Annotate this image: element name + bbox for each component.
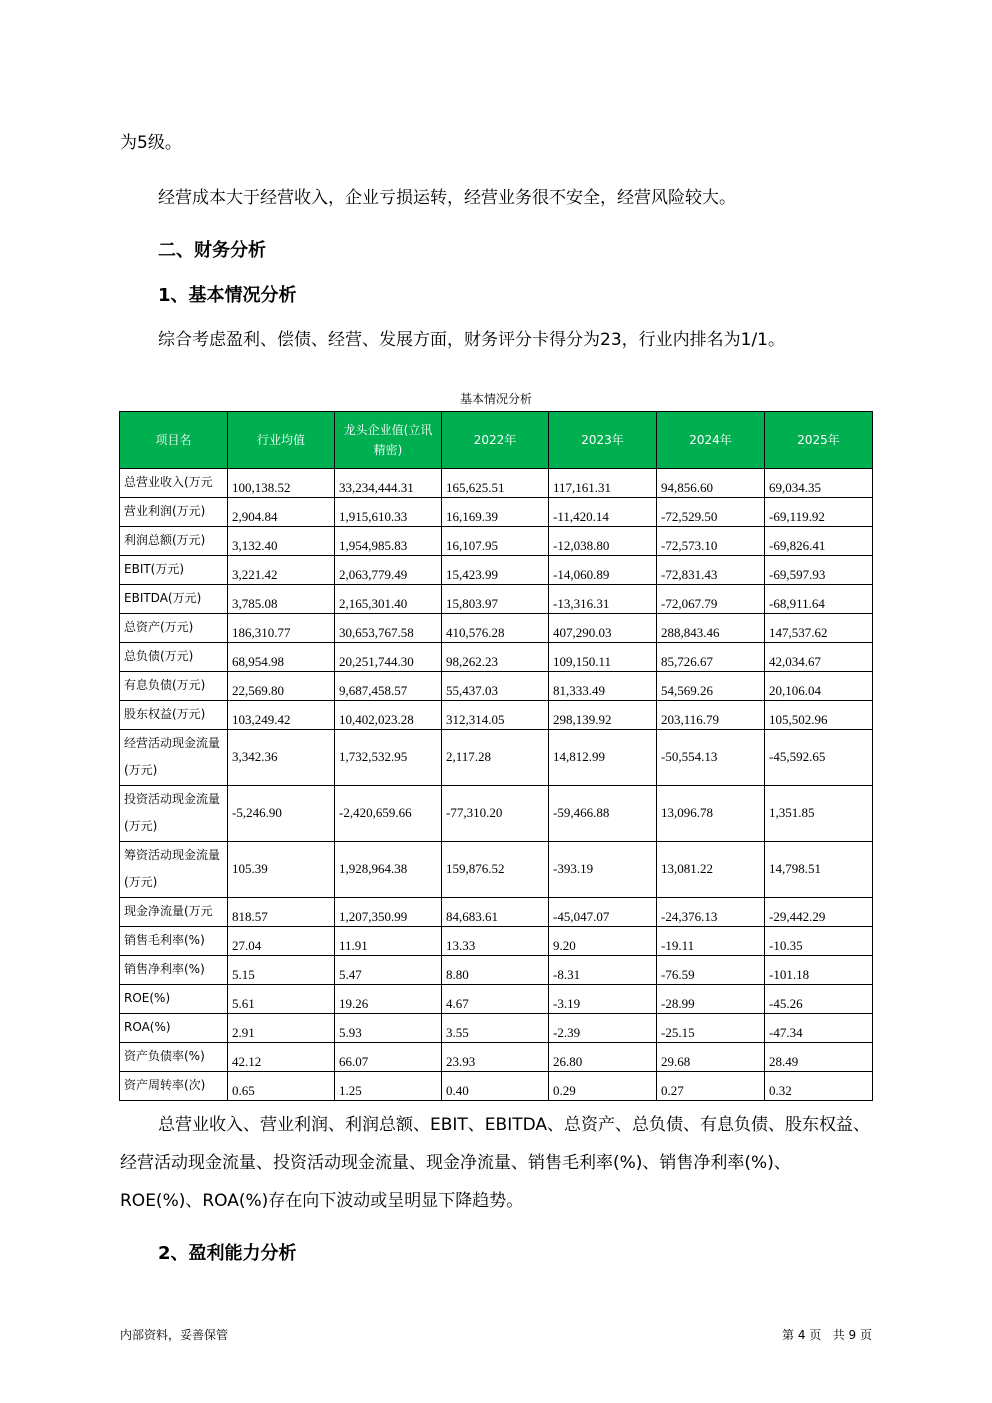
table-cell: -45,592.65: [765, 730, 873, 786]
table-cell: 9,687,458.57: [335, 672, 442, 701]
table-cell: 2,063,779.49: [335, 556, 442, 585]
table-cell: -29,442.29: [765, 898, 873, 927]
table-cell: 26.80: [549, 1043, 657, 1072]
table-cell: -5,246.90: [228, 786, 335, 842]
table-row: [120, 730, 873, 786]
table-row: [120, 1043, 873, 1072]
table-cell: -72,831.43: [657, 556, 765, 585]
trend-analysis-paragraph: 总营业收入、营业利润、利润总额、EBIT、EBITDA、总资产、总负债、有息负债、股东权益、经营活动现金流量、投资活动现金流量、现金净流量、销售毛利率(%)、销售净利率(%)、ROE(%)、ROA(%)存在向下波动或呈明显下降趋势。: [120, 1115, 871, 1211]
table-cell: -68,911.64: [765, 585, 873, 614]
column-header: 项目名: [120, 412, 228, 469]
row-label: EBIT(万元): [120, 556, 228, 585]
table-row: [120, 898, 873, 927]
table-cell: 103,249.42: [228, 701, 335, 730]
table-cell: 15,803.97: [442, 585, 549, 614]
table-cell: 1,732,532.95: [335, 730, 442, 786]
table-cell: 5.47: [335, 956, 442, 985]
table-row: [120, 672, 873, 701]
column-header: 行业均值: [228, 412, 335, 469]
table-cell: 68,954.98: [228, 643, 335, 672]
table-row: [120, 701, 873, 730]
table-cell: 0.40: [442, 1072, 549, 1101]
table-row: [120, 985, 873, 1014]
table-cell: 66.07: [335, 1043, 442, 1072]
table-cell: 8.80: [442, 956, 549, 985]
table-body: [120, 469, 873, 1101]
table-cell: 288,843.46: [657, 614, 765, 643]
table-row: [120, 643, 873, 672]
column-header: 2024年: [657, 412, 765, 469]
table-cell: -28.99: [657, 985, 765, 1014]
table-cell: -2,420,659.66: [335, 786, 442, 842]
row-label: EBITDA(万元): [120, 585, 228, 614]
row-label: 资产负债率(%): [120, 1043, 228, 1072]
table-cell: 42,034.67: [765, 643, 873, 672]
table-row: [120, 842, 873, 898]
table-cell: 84,683.61: [442, 898, 549, 927]
table-cell: 3,785.08: [228, 585, 335, 614]
table-cell: -45,047.07: [549, 898, 657, 927]
operating-risk-paragraph: 经营成本大于经营收入，企业亏损运转，经营业务很不安全，经营风险较大。: [158, 188, 736, 208]
row-label: 营业利润(万元): [120, 498, 228, 527]
table-cell: -24,376.13: [657, 898, 765, 927]
table-cell: 15,423.99: [442, 556, 549, 585]
table-cell: 19.26: [335, 985, 442, 1014]
table-cell: 1,207,350.99: [335, 898, 442, 927]
table-cell: 5.93: [335, 1014, 442, 1043]
column-header: 2022年: [442, 412, 549, 469]
table-row: [120, 1072, 873, 1101]
table-cell: 2,117.28: [442, 730, 549, 786]
table-cell: 312,314.05: [442, 701, 549, 730]
row-label: ROE(%): [120, 985, 228, 1014]
table-cell: 1,954,985.83: [335, 527, 442, 556]
table-cell: -77,310.20: [442, 786, 549, 842]
table-cell: 117,161.31: [549, 469, 657, 498]
table-cell: 4.67: [442, 985, 549, 1014]
table-cell: 30,653,767.58: [335, 614, 442, 643]
table-cell: 298,139.92: [549, 701, 657, 730]
table-cell: -14,060.89: [549, 556, 657, 585]
table-cell: 55,437.03: [442, 672, 549, 701]
table-cell: 0.32: [765, 1072, 873, 1101]
table-cell: 186,310.77: [228, 614, 335, 643]
table-cell: 9.20: [549, 927, 657, 956]
table-cell: 165,625.51: [442, 469, 549, 498]
table-cell: 105,502.96: [765, 701, 873, 730]
table-cell: 16,169.39: [442, 498, 549, 527]
table-cell: 109,150.11: [549, 643, 657, 672]
table-row: [120, 927, 873, 956]
subsection-heading-profitability: 2、盈利能力分析: [158, 1243, 297, 1264]
table-cell: 13.33: [442, 927, 549, 956]
table-cell: -45.26: [765, 985, 873, 1014]
table-cell: -50,554.13: [657, 730, 765, 786]
row-label: 筹资活动现金流量(万元): [120, 842, 228, 898]
table-cell: -25.15: [657, 1014, 765, 1043]
table-cell: -101.18: [765, 956, 873, 985]
row-label: ROA(%): [120, 1014, 228, 1043]
table-cell: 13,081.22: [657, 842, 765, 898]
table-cell: 14,798.51: [765, 842, 873, 898]
column-header: 2023年: [549, 412, 657, 469]
table-cell: 2,165,301.40: [335, 585, 442, 614]
table-cell: 22,569.80: [228, 672, 335, 701]
table-cell: 13,096.78: [657, 786, 765, 842]
section-heading: 二、财务分析: [158, 240, 266, 261]
table-cell: -19.11: [657, 927, 765, 956]
table-cell: 20,106.04: [765, 672, 873, 701]
table-cell: 1,351.85: [765, 786, 873, 842]
table-cell: -12,038.80: [549, 527, 657, 556]
row-label: 资产周转率(次): [120, 1072, 228, 1101]
column-header: 龙头企业值(立讯精密): [335, 412, 442, 469]
table-cell: 1,928,964.38: [335, 842, 442, 898]
table-cell: 159,876.52: [442, 842, 549, 898]
table-cell: 100,138.52: [228, 469, 335, 498]
table-row: [120, 786, 873, 842]
row-label: 现金净流量(万元: [120, 898, 228, 927]
table-cell: 0.29: [549, 1072, 657, 1101]
table-cell: 85,726.67: [657, 643, 765, 672]
table-cell: 16,107.95: [442, 527, 549, 556]
table-cell: 14,812.99: [549, 730, 657, 786]
table-cell: 81,333.49: [549, 672, 657, 701]
table-row: [120, 1014, 873, 1043]
table-cell: -72,573.10: [657, 527, 765, 556]
table-cell: -72,529.50: [657, 498, 765, 527]
table-row: [120, 585, 873, 614]
table-cell: -10.35: [765, 927, 873, 956]
table-cell: 3,132.40: [228, 527, 335, 556]
table-cell: 33,234,444.31: [335, 469, 442, 498]
table-cell: 3.55: [442, 1014, 549, 1043]
row-label: 总负债(万元): [120, 643, 228, 672]
basic-analysis-table: [119, 411, 873, 1101]
table-cell: 5.61: [228, 985, 335, 1014]
table-cell: 0.27: [657, 1072, 765, 1101]
table-cell: 54,569.26: [657, 672, 765, 701]
table-cell: 27.04: [228, 927, 335, 956]
subsection-heading-basic: 1、基本情况分析: [158, 285, 297, 306]
row-label: 销售毛利率(%): [120, 927, 228, 956]
table-cell: 42.12: [228, 1043, 335, 1072]
table-row: [120, 556, 873, 585]
table-cell: 2,904.84: [228, 498, 335, 527]
row-label: 经营活动现金流量(万元): [120, 730, 228, 786]
table-cell: 147,537.62: [765, 614, 873, 643]
row-label: 投资活动现金流量(万元): [120, 786, 228, 842]
table-cell: 98,262.23: [442, 643, 549, 672]
row-label: 总营业收入(万元: [120, 469, 228, 498]
table-row: [120, 956, 873, 985]
table-cell: -69,119.92: [765, 498, 873, 527]
table-cell: 818.57: [228, 898, 335, 927]
table-cell: 2.91: [228, 1014, 335, 1043]
row-label: 有息负债(万元): [120, 672, 228, 701]
table-cell: 3,342.36: [228, 730, 335, 786]
row-label: 利润总额(万元): [120, 527, 228, 556]
table-row: [120, 469, 873, 498]
table-cell: -8.31: [549, 956, 657, 985]
table-cell: 11.91: [335, 927, 442, 956]
row-label: 总资产(万元): [120, 614, 228, 643]
table-cell: 0.65: [228, 1072, 335, 1101]
table-cell: 69,034.35: [765, 469, 873, 498]
table-row: [120, 527, 873, 556]
table-row: [120, 614, 873, 643]
table-cell: 1.25: [335, 1072, 442, 1101]
table-cell: 94,856.60: [657, 469, 765, 498]
table-cell: -72,067.79: [657, 585, 765, 614]
table-cell: -69,597.93: [765, 556, 873, 585]
table-cell: -3.19: [549, 985, 657, 1014]
footer-page-number: 第 4 页 共 9 页: [782, 1328, 872, 1342]
table-cell: -76.59: [657, 956, 765, 985]
table-cell: 23.93: [442, 1043, 549, 1072]
table-cell: 407,290.03: [549, 614, 657, 643]
footer-left: 内部资料，妥善保管: [120, 1328, 229, 1342]
table-row: [120, 498, 873, 527]
table-cell: -13,316.31: [549, 585, 657, 614]
intro-line: 为5级。: [120, 133, 182, 153]
table-cell: 410,576.28: [442, 614, 549, 643]
table-cell: -69,826.41: [765, 527, 873, 556]
table-header-row: [120, 412, 873, 469]
column-header: 2025年: [765, 412, 873, 469]
summary-paragraph: 综合考虑盈利、偿债、经营、发展方面，财务评分卡得分为23，行业内排名为1/1。: [158, 330, 785, 350]
table-cell: -59,466.88: [549, 786, 657, 842]
row-label: 股东权益(万元): [120, 701, 228, 730]
table-cell: 203,116.79: [657, 701, 765, 730]
table-cell: 1,915,610.33: [335, 498, 442, 527]
table-cell: -2.39: [549, 1014, 657, 1043]
table-cell: 20,251,744.30: [335, 643, 442, 672]
table-cell: 28.49: [765, 1043, 873, 1072]
table-cell: -393.19: [549, 842, 657, 898]
table-cell: 5.15: [228, 956, 335, 985]
table-cell: 3,221.42: [228, 556, 335, 585]
table-cell: -47.34: [765, 1014, 873, 1043]
table-cell: -11,420.14: [549, 498, 657, 527]
table-cell: 10,402,023.28: [335, 701, 442, 730]
row-label: 销售净利率(%): [120, 956, 228, 985]
table-cell: 105.39: [228, 842, 335, 898]
table-cell: 29.68: [657, 1043, 765, 1072]
table-caption: 基本情况分析: [459, 392, 532, 406]
